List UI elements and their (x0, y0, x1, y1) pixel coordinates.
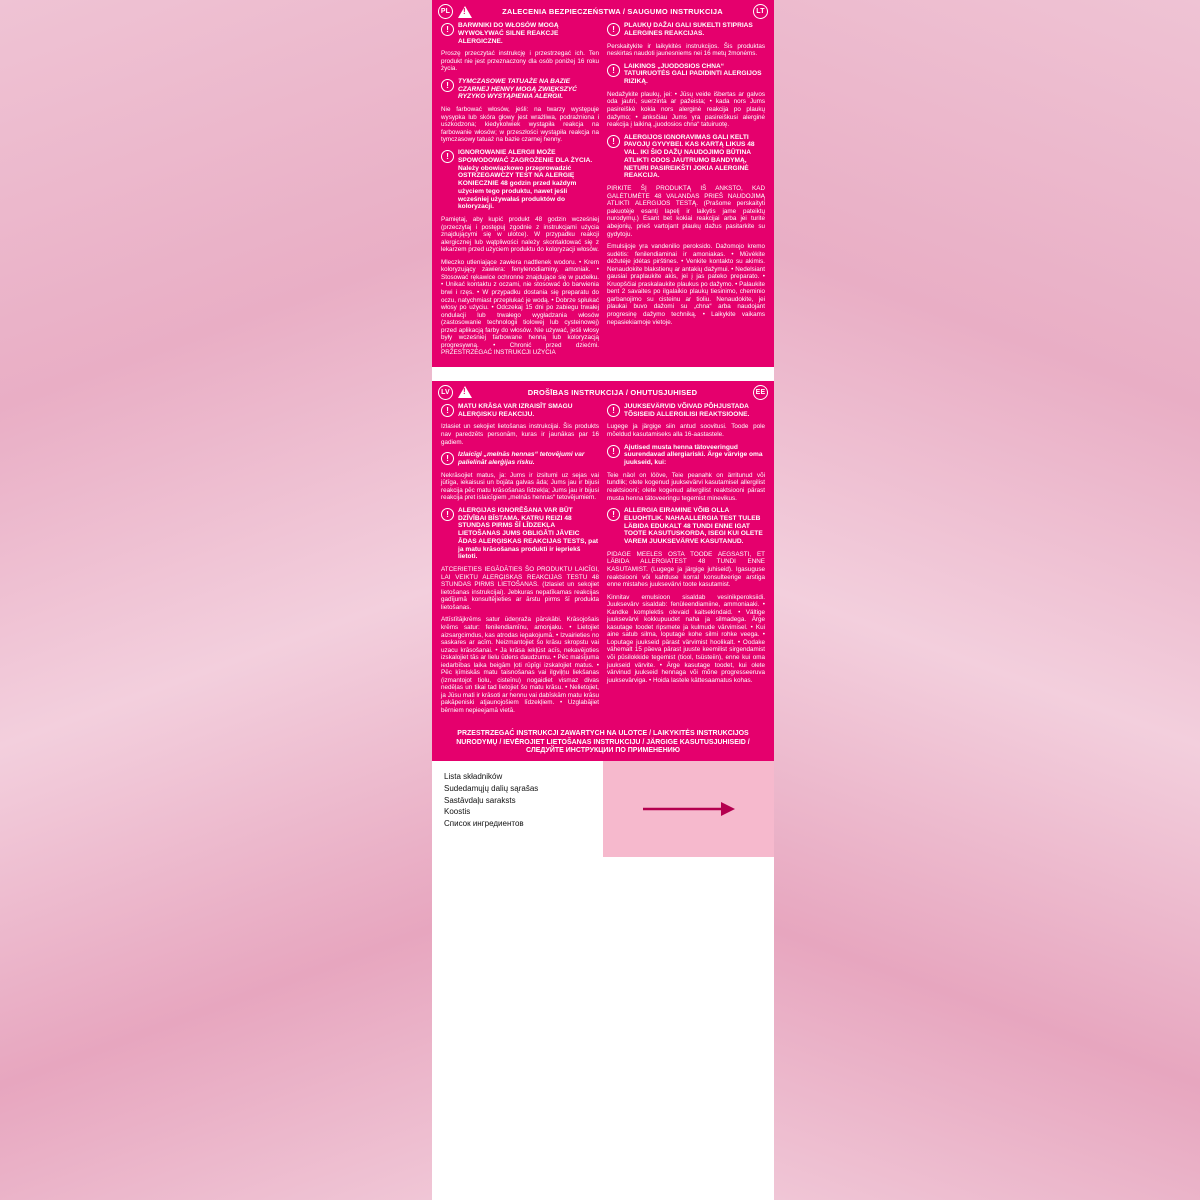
text-block (607, 63, 765, 86)
ingredients-title-pl: Lista składników (444, 772, 503, 782)
text-block (441, 78, 599, 101)
block-text: Ajutised musta henna tätoveeringud suurendavad allergiariski. Ärge värvige oma juukseid, kui: (624, 443, 763, 467)
lang-badge-lt: LT (753, 4, 768, 19)
product-label (432, 0, 774, 1200)
block-text: ALERĢIJAS IGNORĒŠANA VAR BŪT DZĪVĪBAI BĪSTAMA. KATRU REIZI 48 STUNDAS PIRMS ŠĪ LĪDZEKĻA LIETOŠANAS JUMS OBLIGĀTI JĀVEIC ĀDAS ALERĢISKAS REAKCIJAS TESTS, pat ja matu krāsošanas produkti ir iepriekš lietoti. (458, 506, 599, 561)
block-text: ALERGIJOS IGNORAVIMAS GALI KELTI PAVOJŲ GYVYBEI. KAS KARTĄ LIKUS 48 VAL. IKI ŠIO DAŽŲ NAUDOJIMO BŪTINA ATLIKTI ODOS JAUTRUMO BANDYMĄ, NETURI PASIREIKŠTI JOKIA ALERGINĖ REAKCIJA. (624, 133, 755, 180)
text-block (441, 451, 599, 467)
text-block (441, 403, 599, 419)
block-text: JUUKSEVÄRVID VÕIVAD PÕHJUSTADA TÕSISEID ALLERGILISI REAKTSIOONE. (624, 402, 750, 418)
text-block (607, 472, 765, 502)
block-text: PIDAGE MEELES OSTA TOODE AEGSASTI, ET LÄBIDA ALLERGIATEST 48 TUNDI ENNE KASUTAMIST. (Lugege ja järgige juhiseid). Igasuguse reaktsiooni või kahtluse korral konsulteerige arstiga enne mistahes juuksevärvi toote kasutamist. (607, 550, 765, 589)
text-block (441, 507, 599, 561)
block-text: Proszę przeczytać instrukcję i przestrzegać ich. Ten produkt nie jest przeznaczony dla osób poniżej 16 roku życia. (441, 50, 599, 73)
background-left (0, 0, 432, 1200)
exclamation-icon: ! (441, 150, 454, 163)
text-block (607, 594, 765, 685)
block-text: Perskaitykite ir laikykitės instrukcijos. Šis produktas neskirtas naudoti jaunesniems nei 16 metų žmonėms. (607, 42, 765, 58)
text-block (441, 472, 599, 502)
lang-badge-pl: PL (438, 4, 453, 19)
block-text: Nedažykite plaukų, jei: • Jūsų veide išbertas ar galvos oda jautri, suerzinta ar pažeista; • kada nors Jums pasireiškė kokia nors alerginė reakcija po plaukų dažymo; • anksčiau Jums yra pasireiškusi alerginė reakcija į laikiną „juodosios chna“ tatuiruotę. (607, 90, 765, 129)
block-text: Emulsijoje yra vandenilio peroksido. Dažomojo kremo sudėtis: fenilendiaminai ir amoniakas. • Mūvėkite dėžutėje įdėtas pirštines. • Venkite kontakto su akimis. Nenaudokite blakstienų ar antakių dažymui. • Nedelsiant gausiai praplaukite akis, jei į jas pateko preparato. • Kruopščiai praskalaukite plaukus po dažymo. • Palaukite bent 2 savaites po ilgalaikio plaukų tiesinimo, cheminio garbanojimo su cisteinu ar tioliu. Nenaudokite, jei plaukai buvo dažomi su „chna“ arba naudojant progresinę dažymo techniką. • Laikykite vaikams nepasiekiamoje vietoje. (607, 243, 765, 326)
lang-badge-lv: LV (438, 385, 453, 400)
text-block (607, 551, 765, 589)
panel-header-pl-lt (432, 0, 774, 22)
text-block (607, 423, 765, 438)
text-block (441, 50, 599, 73)
block-text: Lugege ja järgige siin antud soovitusi. Toode pole mõeldud kasutamiseks alla 16-aastastele. (607, 423, 765, 439)
ingredients-title-ee: Koostis (444, 807, 471, 817)
warning-triangle-icon (458, 386, 472, 398)
lang-badge-ee: EE (753, 385, 768, 400)
arrow-right-icon (641, 799, 737, 819)
block-text: Kinnitav emulsioon sisaldab vesinikperoksiidi. Juuksevärv sisaldab: fenüleendiamiine, ammoniaaki. • Kandke komplektis olevaid kaitsekindaid. • Vältige juuksevärvi kokkupuudet naha ja silmadega. Ärge kasutage toodet ripsmete ja kulmude värvimisel. • Kui aine satub silma, loputage kohe silmi rohke veega. • Loputage juukseid pärast värvimist hoolikalt. • Oodake vähemalt 15 päeva pärast juuste keemilist sirgendamist või püsilokkide tegemist (tiool, tsüsteiin), enne kui oma juukseid värvite. • Ärge kasutage toodet, kui olete värvinud juukseid hennaga või mõne progresseeruva juuksevärviga. • Hoida lastele kättesaamatus kohas. (607, 593, 765, 684)
text-block (607, 91, 765, 129)
exclamation-icon: ! (607, 508, 620, 521)
block-text: PLAUKŲ DAŽAI GALI SUKELTI STIPRIAS ALERGINES REAKCIJAS. (624, 22, 753, 37)
block-text: ATCERIETIES IEGĀDĀTIES ŠO PRODUKTU LAICĪGI, LAI VEIKTU ALERĢISKAS REAKCIJAS TESTU 48 STUNDAS PIRMS LIETOŠANAS. (Izlasiet un sekojiet lietošanas instrukcijai). Jebkuras nepatīkamas reakcijas gadījumā konsultējieties ar ārstu pirms šī produkta lietošanas. (441, 566, 599, 611)
panel-title-lv-ee: DROŠĪBAS INSTRUKCIJA / OHUTUSJUHISED (527, 387, 698, 397)
ingredients-list-titles (432, 761, 603, 857)
column-lt (603, 22, 769, 362)
block-text: Izlasiet un sekojiet lietošanas instrukcijai. Šis produkts nav paredzēts personām, kuras ir jaunākas par 16 gadiem. (441, 423, 599, 446)
block-text: Mleczko utleniające zawiera nadtlenek wodoru. • Krem koloryzujący zawiera: fenylenodiaminy, amoniak. • Stosować rękawice ochronne znajdujące się w pudełku. • Unikać kontaktu z oczami, nie stosować do barwienia brwi i rzęs. • W przypadku dostania się preparatu do oczu, natychmiast przepłukać je wodą. • Dobrze spłukać włosy po użyciu. • Odczekaj 15 dni po zabiegu trwałej ondulacji lub trwałego wygładzania włosów (zastosowanie technologii tiolowej lub cysteinowej) przed aplikacją farby do włosów. Nie używać, jeśli włosy były wcześniej farbowane henną lub koloryzacją progresywną. • Chronić przed dziećmi. PRZESTRZEGAĆ INSTRUKCJI UŻYCIA (441, 258, 599, 357)
exclamation-icon: ! (441, 452, 454, 465)
exclamation-icon: ! (607, 23, 620, 36)
background-right (774, 0, 1200, 1200)
exclamation-icon: ! (441, 404, 454, 417)
text-block (607, 507, 765, 546)
panel-columns-pl-lt (432, 22, 774, 367)
text-block (441, 423, 599, 446)
exclamation-icon: ! (441, 79, 454, 92)
text-block (441, 149, 599, 211)
ingredients-title-ru: Список ингредиентов (444, 818, 524, 828)
exclamation-icon: ! (441, 508, 454, 521)
block-text: Izlaicīgi „melnās hennas“ tetovējumi var palielināt alerģijas risku. (458, 451, 585, 466)
text-block (607, 185, 765, 238)
text-block (607, 134, 765, 181)
text-block (441, 616, 599, 714)
ingredients-title-lv: Sastāvdaļu saraksts (444, 795, 516, 805)
block-text: IGNOROWANIE ALERGII MOŻE SPOWODOWAĆ ZAGROŻENIE DLA ŻYCIA. Należy obowiązkowo przeprowadzić OSTRZEGAWCZY TEST NA ALERGIĘ KONIECZNIE 48 godzin przed każdym użyciem tego produktu, nawet jeśli wcześniej używałaś produktów do koloryzacji. (458, 148, 593, 211)
block-text: LAIKINOS „JUODOSIOS CHNA“ TATUIRUOTĖS GALI PADIDINTI ALERGIJOS RIZIKĄ. (624, 62, 762, 86)
text-block (441, 22, 599, 45)
block-text: ALLERGIA EIRAMINE VÕIB OLLA ELUOHTLIK. NAHAALLERGIA TEST TULEB LÄBIDA EDUKALT 48 TUNDI ENNE IGAT TOOTE KASUTUSKORDA, ISEGI KUI OLETE VAREM JUUKSEVÄRVE KASUTANUD. (624, 507, 763, 546)
footer-instruction-bar: PRZESTRZEGAĆ INSTRUKCJI ZAWARTYCH NA ULOTCE / LAIKYKITĖS INSTRUKCIJOS NURODYMŲ / IEVĒROJIET LIETOŠANAS INSTRUKCIJU / JÄRGIGE KASUTUSJUHISEID / СЛЕДУЙТЕ ИНСТРУКЦИИ ПО ПРИМЕНЕНИЮ (432, 725, 774, 762)
safety-panel-lv-ee (432, 381, 774, 725)
text-block (607, 43, 765, 58)
text-block (441, 216, 599, 254)
text-block (607, 403, 765, 419)
exclamation-icon: ! (607, 404, 620, 417)
block-text: Nekrāsojiet matus, ja: Jums ir izsitumi uz sejas vai jūtīga, iekaisusi un bojāta galvas āda; Jums jau ir bijusi reakcija pēc matu krāsošanas līdzekļa; Jums jau ir bijusi reakcija pret islaicīgiem „melnās hennas“ tetovējumiem. (441, 471, 599, 502)
block-text: Nie farbować włosów, jeśli: na twarzy występuje wysypka lub skóra głowy jest wrażliwa, podrażniona i uszkodzona; kiedykolwiek wystąpiła reakcja na farbowanie włosów; w przeszłości wystąpiła reakcja na tymczasowy tatuaż na bazie czarnej henny. (441, 106, 599, 144)
exclamation-icon: ! (607, 135, 620, 148)
warning-triangle-icon (458, 6, 472, 18)
column-pl (437, 22, 603, 362)
text-block (607, 243, 765, 326)
exclamation-icon: ! (441, 23, 454, 36)
ingredients-title-lt: Sudedamųjų dalių sąrašas (444, 784, 539, 794)
arrow-panel (603, 761, 774, 857)
exclamation-icon: ! (607, 64, 620, 77)
block-text: PIRKITE ŠĮ PRODUKTĄ IŠ ANKSTO, KAD GALĖTUMĖTE 48 VALANDAS PRIEŠ NAUDOJIMĄ ATLIKTI ALERGIJOS TESTĄ. (Prašome perskaityti pakuotėje esantį lapelį ir laikytis jame pateiktų nurodymų.) Esant bet kokiai reakcijai arba jei turite abejonių, prieš vartojant plaukų dažus pasitarkite su gydytoju. (607, 185, 765, 238)
safety-panel-pl-lt (432, 0, 774, 367)
block-text: Attīstītājkrēms satur ūdeņraža pārskābi. Krāsojošais krēms satur: fenilendiamīnu, amonjaku. • Lietojiet aizsargcimdus, kas atrodas iepakojumā. • Izvairieties no saskares ar acīm. Neizmantojiet šo krāsu skropstu vai uzacu krāsošanai. • Ja krāsa iekļūst acīs, nekavējoties izskalojiet tās ar lielu ūdens daudzumu. • Pēc maisījuma iedarbības laika beigām ļoti rūpīgi izskalojiet matus. • Pēc ķīmiskās matu taisnošanas vai ilgviļņu liekšanas (izmantojot tiolu, cisteīnu) nogaidiet vismaz divas nedēļas un tikai tad lietojiet šo matu krāsu. • Nelietojiet, ja Jūsu mati ir krāsoti ar hennu vai dabīskām matu krāsu pakāpeniski atjaunojošiem līdzekļiem. • Uzglabājiet bērniem nepieejamā vietā. (441, 616, 599, 715)
column-lv (437, 403, 603, 720)
panel-columns-lv-ee (432, 403, 774, 725)
panel-separator (432, 367, 774, 381)
panel-title-pl-lt: ZALECENIA BEZPIECZEŃSTWA / SAUGUMO INSTRUKCIJA (502, 7, 723, 16)
text-block (607, 22, 765, 38)
block-text: TYMCZASOWE TATUAŻE NA BAZIE CZARNEJ HENNY MOGĄ ZWIĘKSZYĆ RYZYKO WYSTĄPIENIA ALERGII. (458, 77, 577, 101)
panel-header-lv-ee (432, 381, 774, 403)
exclamation-icon: ! (607, 445, 620, 458)
column-ee (603, 403, 769, 720)
block-text: BARWNIKI DO WŁOSÓW MOGĄ WYWOŁYWAĆ SILNE REAKCJE ALERGICZNE. (458, 22, 559, 45)
block-text: Pamiętaj, aby kupić produkt 48 godzin wcześniej (przeczytaj i postępuj zgodnie z instrukcjami użycia znajdującymi się w ulotce). W przypadku reakcji alergicznej lub wątpliwości należy skontaktować się z lekarzem przed użyciem produktu do koloryzacji włosów. (441, 216, 599, 254)
footer-split (432, 761, 774, 857)
text-block (441, 106, 599, 144)
text-block (607, 444, 765, 467)
block-text: Teie näol on lööve, Teie peanahk on ärritunud või tundlik; olete kogenud juuksevärvi kasutamisel allergilist reaktsiooni; olete kogenud allergilist reaktsiooni pärast musta henna tätoveeringu tegemist minevikus. (607, 471, 765, 502)
text-block (441, 566, 599, 611)
text-block (441, 259, 599, 357)
block-text: MATU KRĀSA VAR IZRAISĪT SMAGU ALERĢISKU REAKCIJU. (458, 402, 573, 418)
